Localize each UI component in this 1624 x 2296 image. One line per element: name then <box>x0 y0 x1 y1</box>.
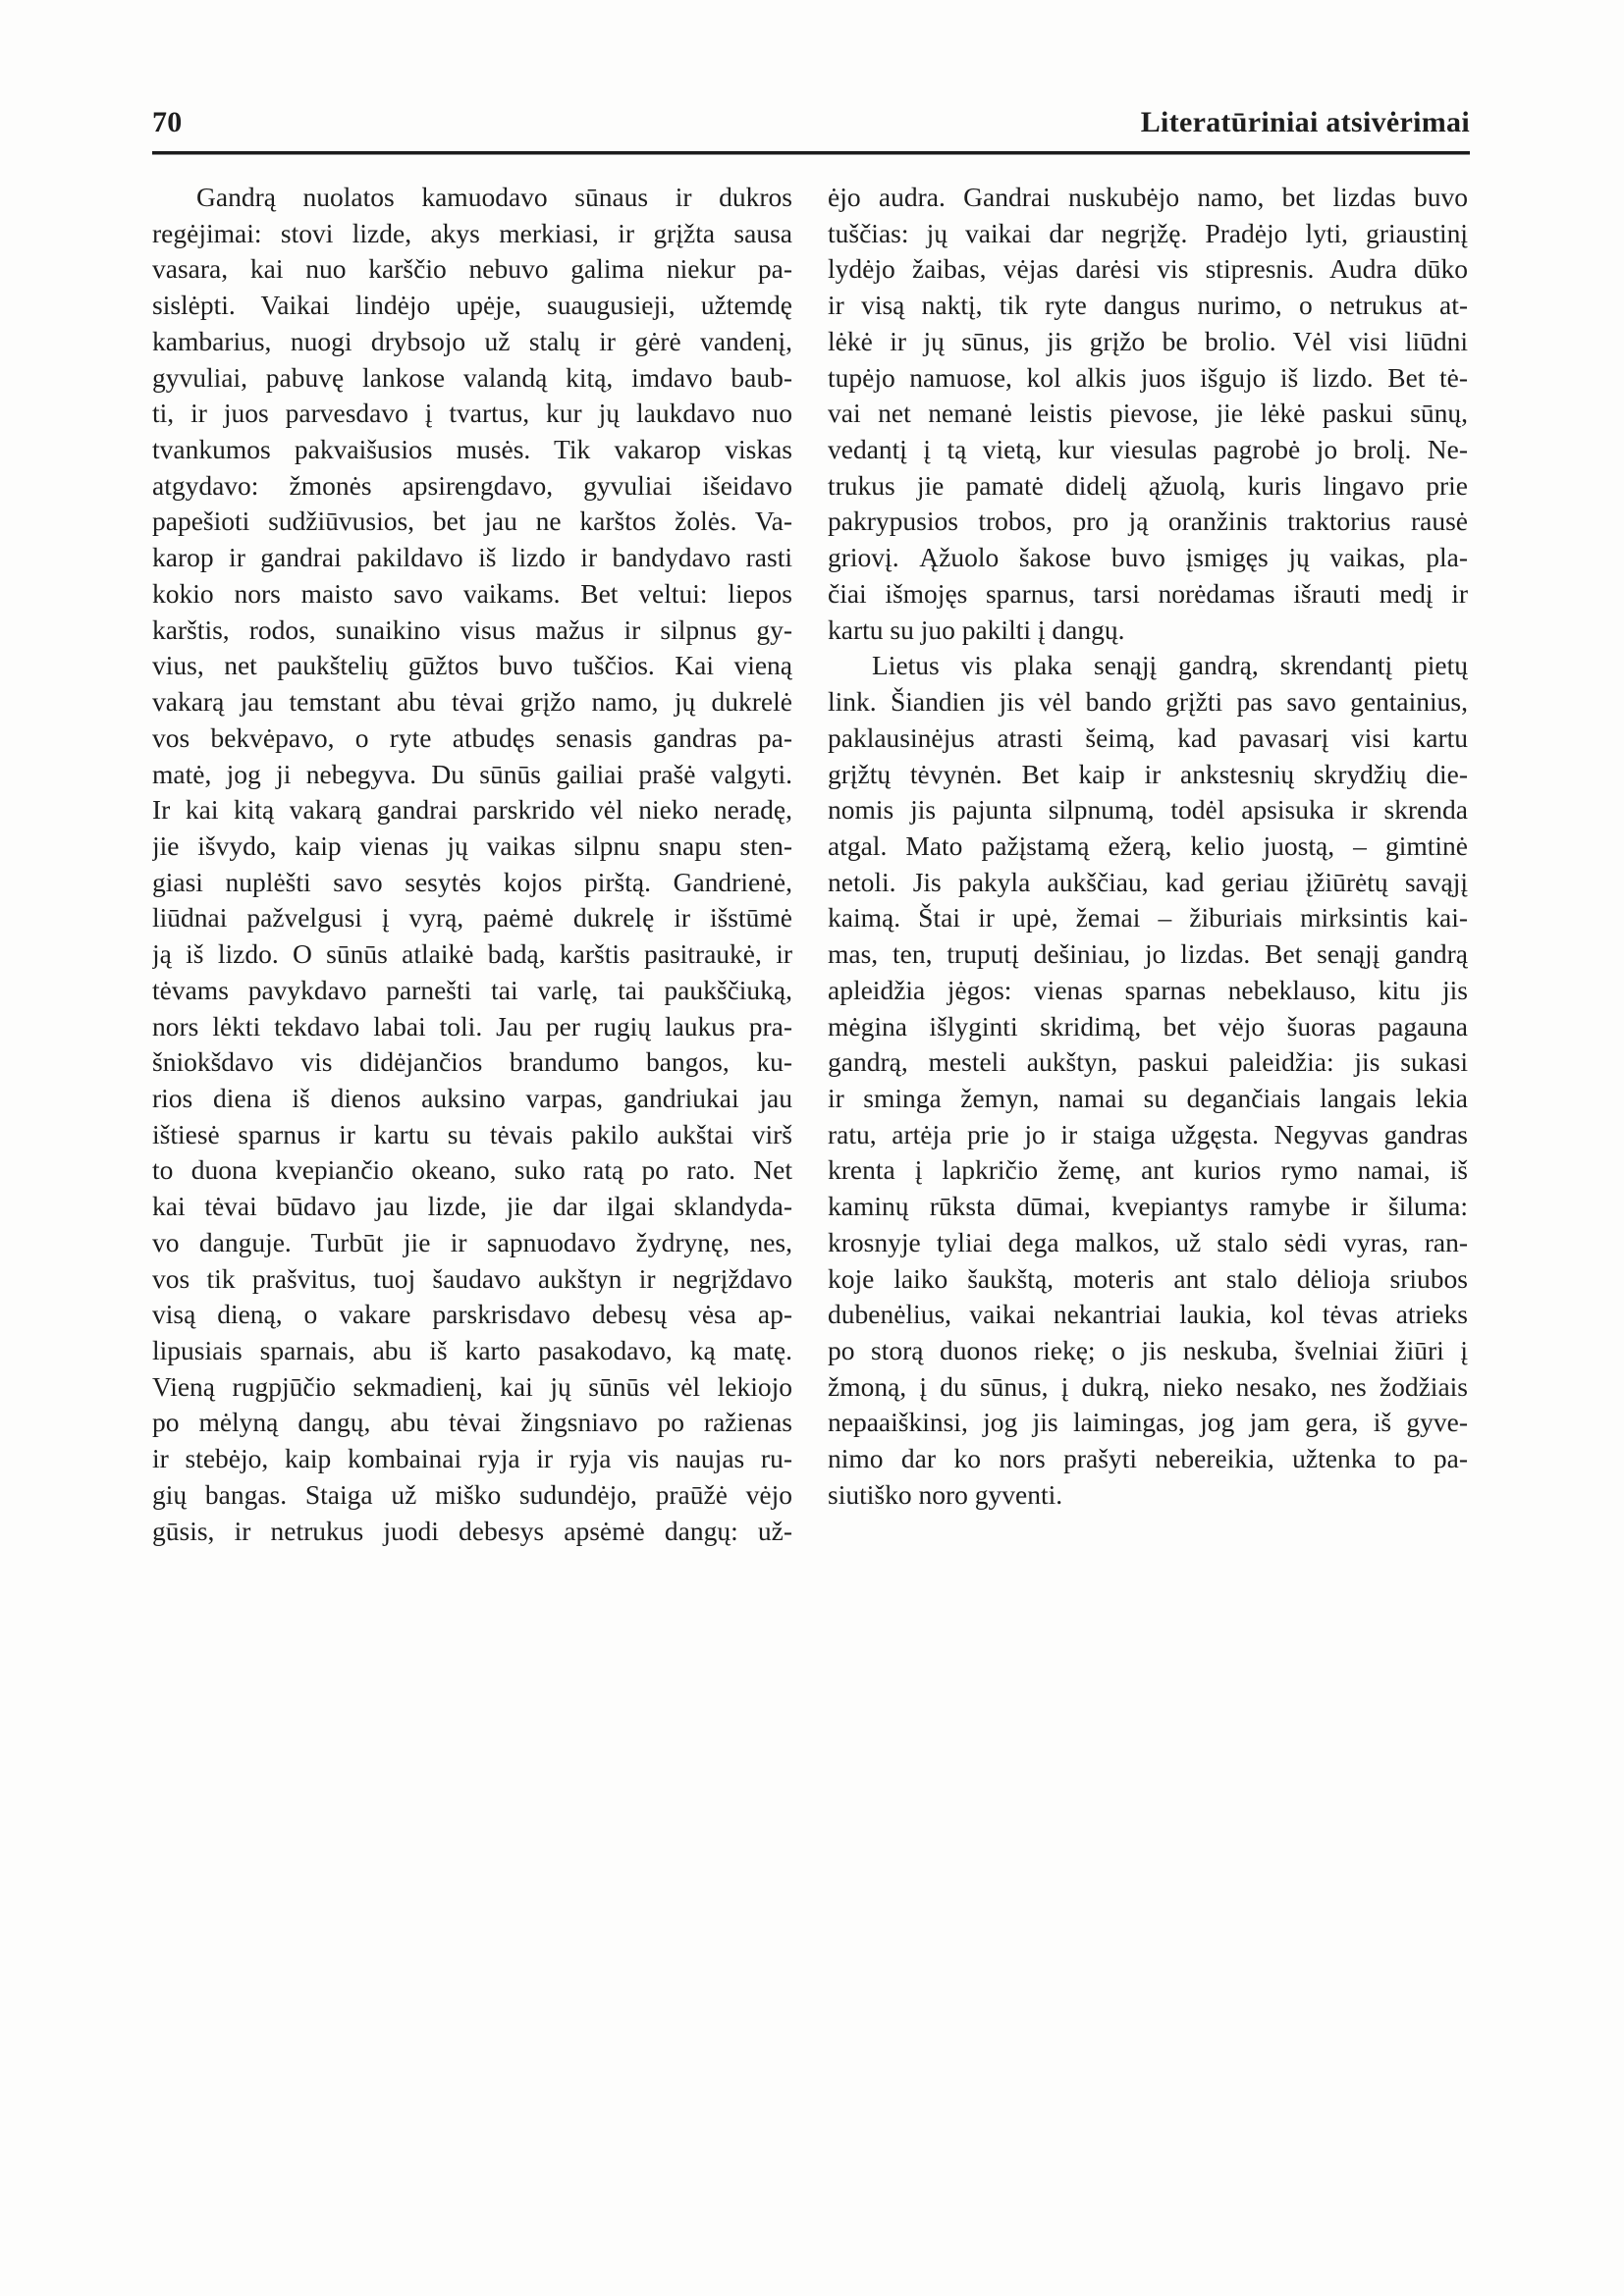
text-line: karštis, rodos, sunaikino visus mažus ir silpnus gy- <box>152 614 792 645</box>
text-line: lipusiais sparnais, abu iš karto pasakodavo, ką matę. <box>152 1335 792 1365</box>
text-line: jie išvydo, kaip vienas jų vaikas silpnu snapu sten- <box>152 829 792 861</box>
text-line: po storą duonos riekę; o jis neskuba, švelniai žiūri į <box>828 1335 1468 1365</box>
text-line: vedantį į tą vietą, kur viesulas pagrobė jo brolį. Ne- <box>828 434 1468 465</box>
text-line: to duona kvepiančio okeano, suko ratą po rato. Net <box>152 1154 792 1186</box>
text-line: ėjo audra. Gandrai nuskubėjo namo, bet lizdas buvo <box>828 182 1468 212</box>
text-line: mėgina išlyginti skridimą, bet vėjo šuoras pagauna <box>828 1010 1468 1041</box>
text-line: nepaaiškinsi, jog jis laimingas, jog jam gera, iš gyve- <box>828 1407 1468 1438</box>
text-line: lydėjo žaibas, vėjas darėsi vis stipresnis. Audra dūko <box>828 253 1468 285</box>
text-line: tėvams pavykdavo parnešti tai varlę, tai paukščiuką, <box>152 974 792 1005</box>
text-line: regėjimai: stovi lizde, akys merkiasi, ir grįžta sausa <box>152 217 792 248</box>
text-line: ti, ir juos parvesdavo į tvartus, kur jų laukdavo nuo <box>152 398 792 429</box>
text-line: vos tik prašvitus, tuoj šaudavo aukštyn ir negrįždavo <box>152 1262 792 1294</box>
text-line: kaminų rūksta dūmai, kvepiantys ramybe ir šiluma: <box>828 1191 1468 1222</box>
text-line: kai tėvai būdavo jau lizde, jie dar ilgai sklandyda- <box>152 1191 792 1222</box>
text-line: Vieną rugpjūčio sekmadienį, kai jų sūnūs vėl lekiojo <box>152 1370 792 1402</box>
text-line: netoli. Jis pakyla aukščiau, kad geriau įžiūrėtų savąjį <box>828 866 1468 897</box>
text-line: ir stebėjo, kaip kombainai ryja ir ryja vis naujas ru- <box>152 1443 792 1474</box>
text-line: tupėjo namuose, kol alkis juos išgujo iš lizdo. Bet tė- <box>828 361 1468 393</box>
text-line: gyvuliai, pabuvę lankose valandą kitą, imdavo baub- <box>152 361 792 393</box>
text-line: gūsis, ir netrukus juodi debesys apsėmė dangų: už- <box>152 1515 792 1546</box>
text-line: visą dieną, o vakare parskrisdavo debesų vėsa ap- <box>152 1299 792 1330</box>
column-left <box>152 180 792 1549</box>
text-line: nimo dar ko nors prašyti nebereikia, užtenka to pa- <box>828 1443 1468 1474</box>
text-line: atgal. Mato pažįstamą ežerą, kelio juostą, – gimtinė <box>828 829 1468 861</box>
text-line: liūdnai pažvelgusi į vyrą, paėmė dukrelę ir išstūmė <box>152 902 792 934</box>
text-line: rios diena iš dienos auksino varpas, gandriukai jau <box>152 1082 792 1113</box>
text-line: kambarius, nuogi drybsojo už stalų ir gėrė vandenį, <box>152 325 792 356</box>
text-line: grįžtų tėvynėn. Bet kaip ir ankstesnių skrydžių die- <box>828 758 1468 789</box>
text-line: giasi nuplėšti savo sesytės kojos pirštą. Gandrienė, <box>152 866 792 897</box>
text-line: pakrypusios trobos, pro ją oranžinis traktorius rausė <box>828 506 1468 537</box>
text-line: ratu, artėja prie jo ir staiga užgęsta. Negyvas gandras <box>828 1118 1468 1149</box>
text-line: atgydavo: žmonės apsirengdavo, gyvuliai išeidavo <box>152 469 792 501</box>
header-rule <box>152 151 1470 155</box>
text-line: krosnyje tyliai dega malkos, už stalo sėdi vyras, ran- <box>828 1226 1468 1257</box>
text-line: trukus jie pamatė didelį ąžuolą, kuris lingavo prie <box>828 469 1468 501</box>
text-line: vo danguje. Turbūt jie ir sapnuodavo žydrynę, nes, <box>152 1226 792 1257</box>
column-right <box>828 180 1468 1549</box>
text-line: kartu su juo pakilti į dangų. <box>828 614 1125 645</box>
text-line: tvankumos pakvaišusios musės. Tik vakarop viskas <box>152 434 792 465</box>
text-line: link. Šiandien jis vėl bando grįžti pas savo gentainius, <box>828 686 1468 718</box>
text-line: sislėpti. Vaikai lindėjo upėje, suaugusieji, užtemdę <box>152 290 792 321</box>
text-line: vos bekvėpavo, o ryte atbudęs senasis gandras pa- <box>152 721 792 753</box>
page-number: 70 <box>152 106 183 138</box>
text-line: koje laiko šaukštą, moteris ant stalo dėlioja sriubos <box>828 1262 1468 1294</box>
text-columns <box>152 180 1468 1549</box>
text-line: Gandrą nuolatos kamuodavo sūnaus ir dukros <box>196 182 792 212</box>
text-line: gandrą, mesteli aukštyn, paskui paleidžia: jis sukasi <box>828 1046 1468 1078</box>
text-line: nomis jis pajunta silpnumą, todėl apsisuka ir skrenda <box>828 794 1468 826</box>
text-line: po mėlyną dangų, abu tėvai žingsniavo po ražienas <box>152 1407 792 1438</box>
text-line: šniokšdavo vis didėjančios brandumo bangos, ku- <box>152 1046 792 1078</box>
text-line: lėkė ir jų sūnus, jis grįžo be brolio. Vėl visi liūdni <box>828 325 1468 356</box>
text-line: ir visą naktį, tik ryte dangus nurimo, o netrukus at- <box>828 290 1468 321</box>
text-line: karop ir gandrai pakildavo iš lizdo ir bandydavo rasti <box>152 542 792 573</box>
text-line: vakarą jau temstant abu tėvai grįžo namo, jų dukrelė <box>152 686 792 718</box>
text-line: griovį. Ąžuolo šakose buvo įsmigęs jų vaikas, pla- <box>828 542 1468 573</box>
running-header <box>152 106 1470 139</box>
text-line: papešioti sudžiūvusios, bet jau ne karštos žolės. Va- <box>152 506 792 537</box>
text-line: dubenėlius, vaikai nekantriai laukia, kol tėvas atrieks <box>828 1299 1468 1330</box>
text-line: Lietus vis plaka senąjį gandrą, skrendantį pietų <box>872 650 1468 681</box>
text-line: matė, jog ji nebegyva. Du sūnūs gailiai prašė valgyti. <box>152 758 792 789</box>
text-line: ištiesė sparnus ir kartu su tėvais pakilo aukštai virš <box>152 1118 792 1149</box>
text-line: vai net nemanė leistis pievose, jie lėkė paskui sūnų, <box>828 398 1468 429</box>
text-line: Ir kai kitą vakarą gandrai parskrido vėl nieko neradę, <box>152 794 792 826</box>
text-line: vasara, kai nuo karščio nebuvo galima niekur pa- <box>152 253 792 285</box>
text-line: tuščias: jų vaikai dar negrįžę. Pradėjo lyti, griaustinį <box>828 217 1468 248</box>
text-line: kaimą. Štai ir upė, žemai – žiburiais mirksintis kai- <box>828 902 1468 934</box>
text-line: čiai išmojęs sparnus, tarsi norėdamas išrauti medį ir <box>828 577 1468 609</box>
text-line: nors lėkti tekdavo labai toli. Jau per rugių laukus pra- <box>152 1010 792 1041</box>
text-line: vius, net paukštelių gūžtos buvo tuščios. Kai vieną <box>152 650 792 681</box>
text-line: mas, ten, truputį dešiniau, jo lizdas. Bet senąjį gandrą <box>828 938 1468 970</box>
text-line: gių bangas. Staiga už miško sudundėjo, praūžė vėjo <box>152 1478 792 1510</box>
text-line: kokio nors maisto savo vaikams. Bet veltui: liepos <box>152 577 792 609</box>
text-line: paklausinėjus atrasti šeimą, kad pavasarį visi kartu <box>828 721 1468 753</box>
text-line: krenta į lapkričio žemę, ant kurios rymo namai, iš <box>828 1154 1468 1186</box>
text-line: siutiško noro gyventi. <box>828 1478 1063 1510</box>
text-line: apleidžia jėgos: vienas sparnas nebeklauso, kitu jis <box>828 974 1468 1005</box>
running-title: Literatūriniai atsivėrimai <box>1140 106 1470 138</box>
text-line: ją iš lizdo. O sūnūs atlaikė badą, karštis pasitraukė, ir <box>152 938 792 970</box>
text-line: ir sminga žemyn, namai su degančiais langais lekia <box>828 1082 1468 1113</box>
text-line: žmoną, į du sūnus, į dukrą, nieko nesako, nes žodžiais <box>828 1370 1468 1402</box>
